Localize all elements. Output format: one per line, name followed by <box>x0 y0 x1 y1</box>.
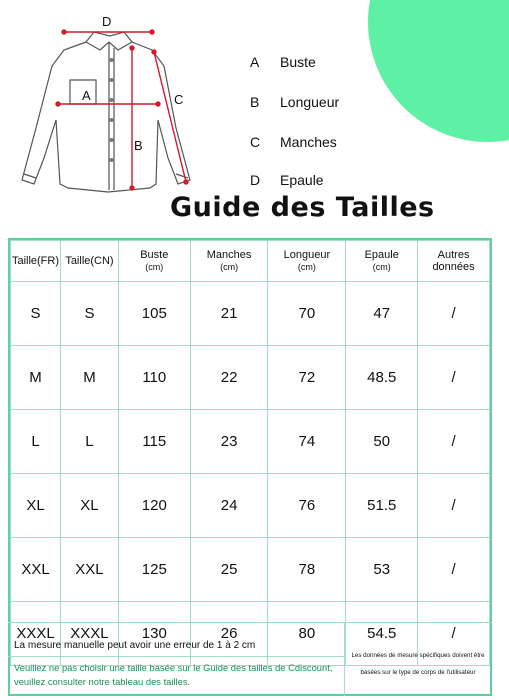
shirt-diagram <box>8 8 198 204</box>
table-cell: 25 <box>190 538 268 602</box>
table-cell: 21 <box>190 282 268 346</box>
footer-note-error: La mesure manuelle peut avoir une erreur de 1 à 2 cm <box>14 640 256 651</box>
table-cell: / <box>418 410 490 474</box>
table-cell: 120 <box>118 474 190 538</box>
table-cell: 76 <box>268 474 346 538</box>
table-cell: 24 <box>190 474 268 538</box>
decorative-green-circle <box>368 0 509 142</box>
footer-note-cdiscount: Veuillez ne pas choisir une taille basée sur le Guide des tailles de Cdiscount, veuillez consulter notre tableau des tailles. <box>14 662 333 687</box>
table-cell: 72 <box>268 346 346 410</box>
table-row <box>11 538 490 602</box>
legend-item-a: A Buste <box>250 54 316 70</box>
table-cell: XL <box>60 474 118 538</box>
header-sleeves: Manches (cm) <box>190 241 268 282</box>
footer-divider-top <box>8 622 492 623</box>
size-table-frame <box>8 238 492 696</box>
table-cell: XXL <box>11 538 61 602</box>
table-cell: / <box>418 282 490 346</box>
table-cell: 125 <box>118 538 190 602</box>
header-length: Longueur (cm) <box>268 241 346 282</box>
header-size-fr: Taille(FR) <box>11 241 61 282</box>
table-cell: 74 <box>268 410 346 474</box>
legend-item-c: C Manches <box>250 134 337 150</box>
table-header-row <box>11 241 490 282</box>
table-cell: 78 <box>268 538 346 602</box>
footer-divider-mid <box>8 656 344 657</box>
table-cell: M <box>11 346 61 410</box>
table-cell: 23 <box>190 410 268 474</box>
table-cell: XXXL <box>60 602 118 666</box>
table-row <box>11 474 490 538</box>
table-cell: 51.5 <box>346 474 418 538</box>
diagram-label-b: B <box>134 138 143 153</box>
footer-note-body-type: Les données de mesure spécifiques doivent être basées sur le type de corps de l'utilisateur <box>351 652 485 676</box>
table-cell: 115 <box>118 410 190 474</box>
table-row <box>11 346 490 410</box>
table-cell: 130 <box>118 602 190 666</box>
table-row <box>11 410 490 474</box>
table-row <box>11 282 490 346</box>
table-cell: L <box>11 410 61 474</box>
table-cell: 50 <box>346 410 418 474</box>
table-cell: XXXL <box>11 602 61 666</box>
table-cell: / <box>418 474 490 538</box>
table-cell: / <box>418 602 490 666</box>
table-cell: S <box>11 282 61 346</box>
table-cell: S <box>60 282 118 346</box>
page-title: Guide des Tailles <box>170 192 435 223</box>
diagram-label-c: C <box>174 92 184 107</box>
diagram-label-d: D <box>102 14 112 29</box>
table-cell: M <box>60 346 118 410</box>
header-size-cn: Taille(CN) <box>60 241 118 282</box>
header-shoulder: Epaule (cm) <box>346 241 418 282</box>
table-cell: / <box>418 346 490 410</box>
table-cell: / <box>418 538 490 602</box>
table-cell: XXL <box>60 538 118 602</box>
table-cell: 110 <box>118 346 190 410</box>
table-cell: 80 <box>268 602 346 666</box>
table-cell: 53 <box>346 538 418 602</box>
table-cell: 70 <box>268 282 346 346</box>
legend-item-d: D Epaule <box>250 172 324 188</box>
diagram-label-a: A <box>82 88 91 103</box>
table-cell: 22 <box>190 346 268 410</box>
header-other: Autres données <box>418 241 490 282</box>
table-cell: 105 <box>118 282 190 346</box>
table-cell: 26 <box>190 602 268 666</box>
table-cell: 54.5 <box>346 602 418 666</box>
legend-item-b: B Longueur <box>250 94 340 110</box>
table-cell: 48.5 <box>346 346 418 410</box>
header-bust: Buste (cm) <box>118 241 190 282</box>
table-cell: L <box>60 410 118 474</box>
table-cell: 47 <box>346 282 418 346</box>
table-cell: XL <box>11 474 61 538</box>
size-table <box>10 240 490 666</box>
